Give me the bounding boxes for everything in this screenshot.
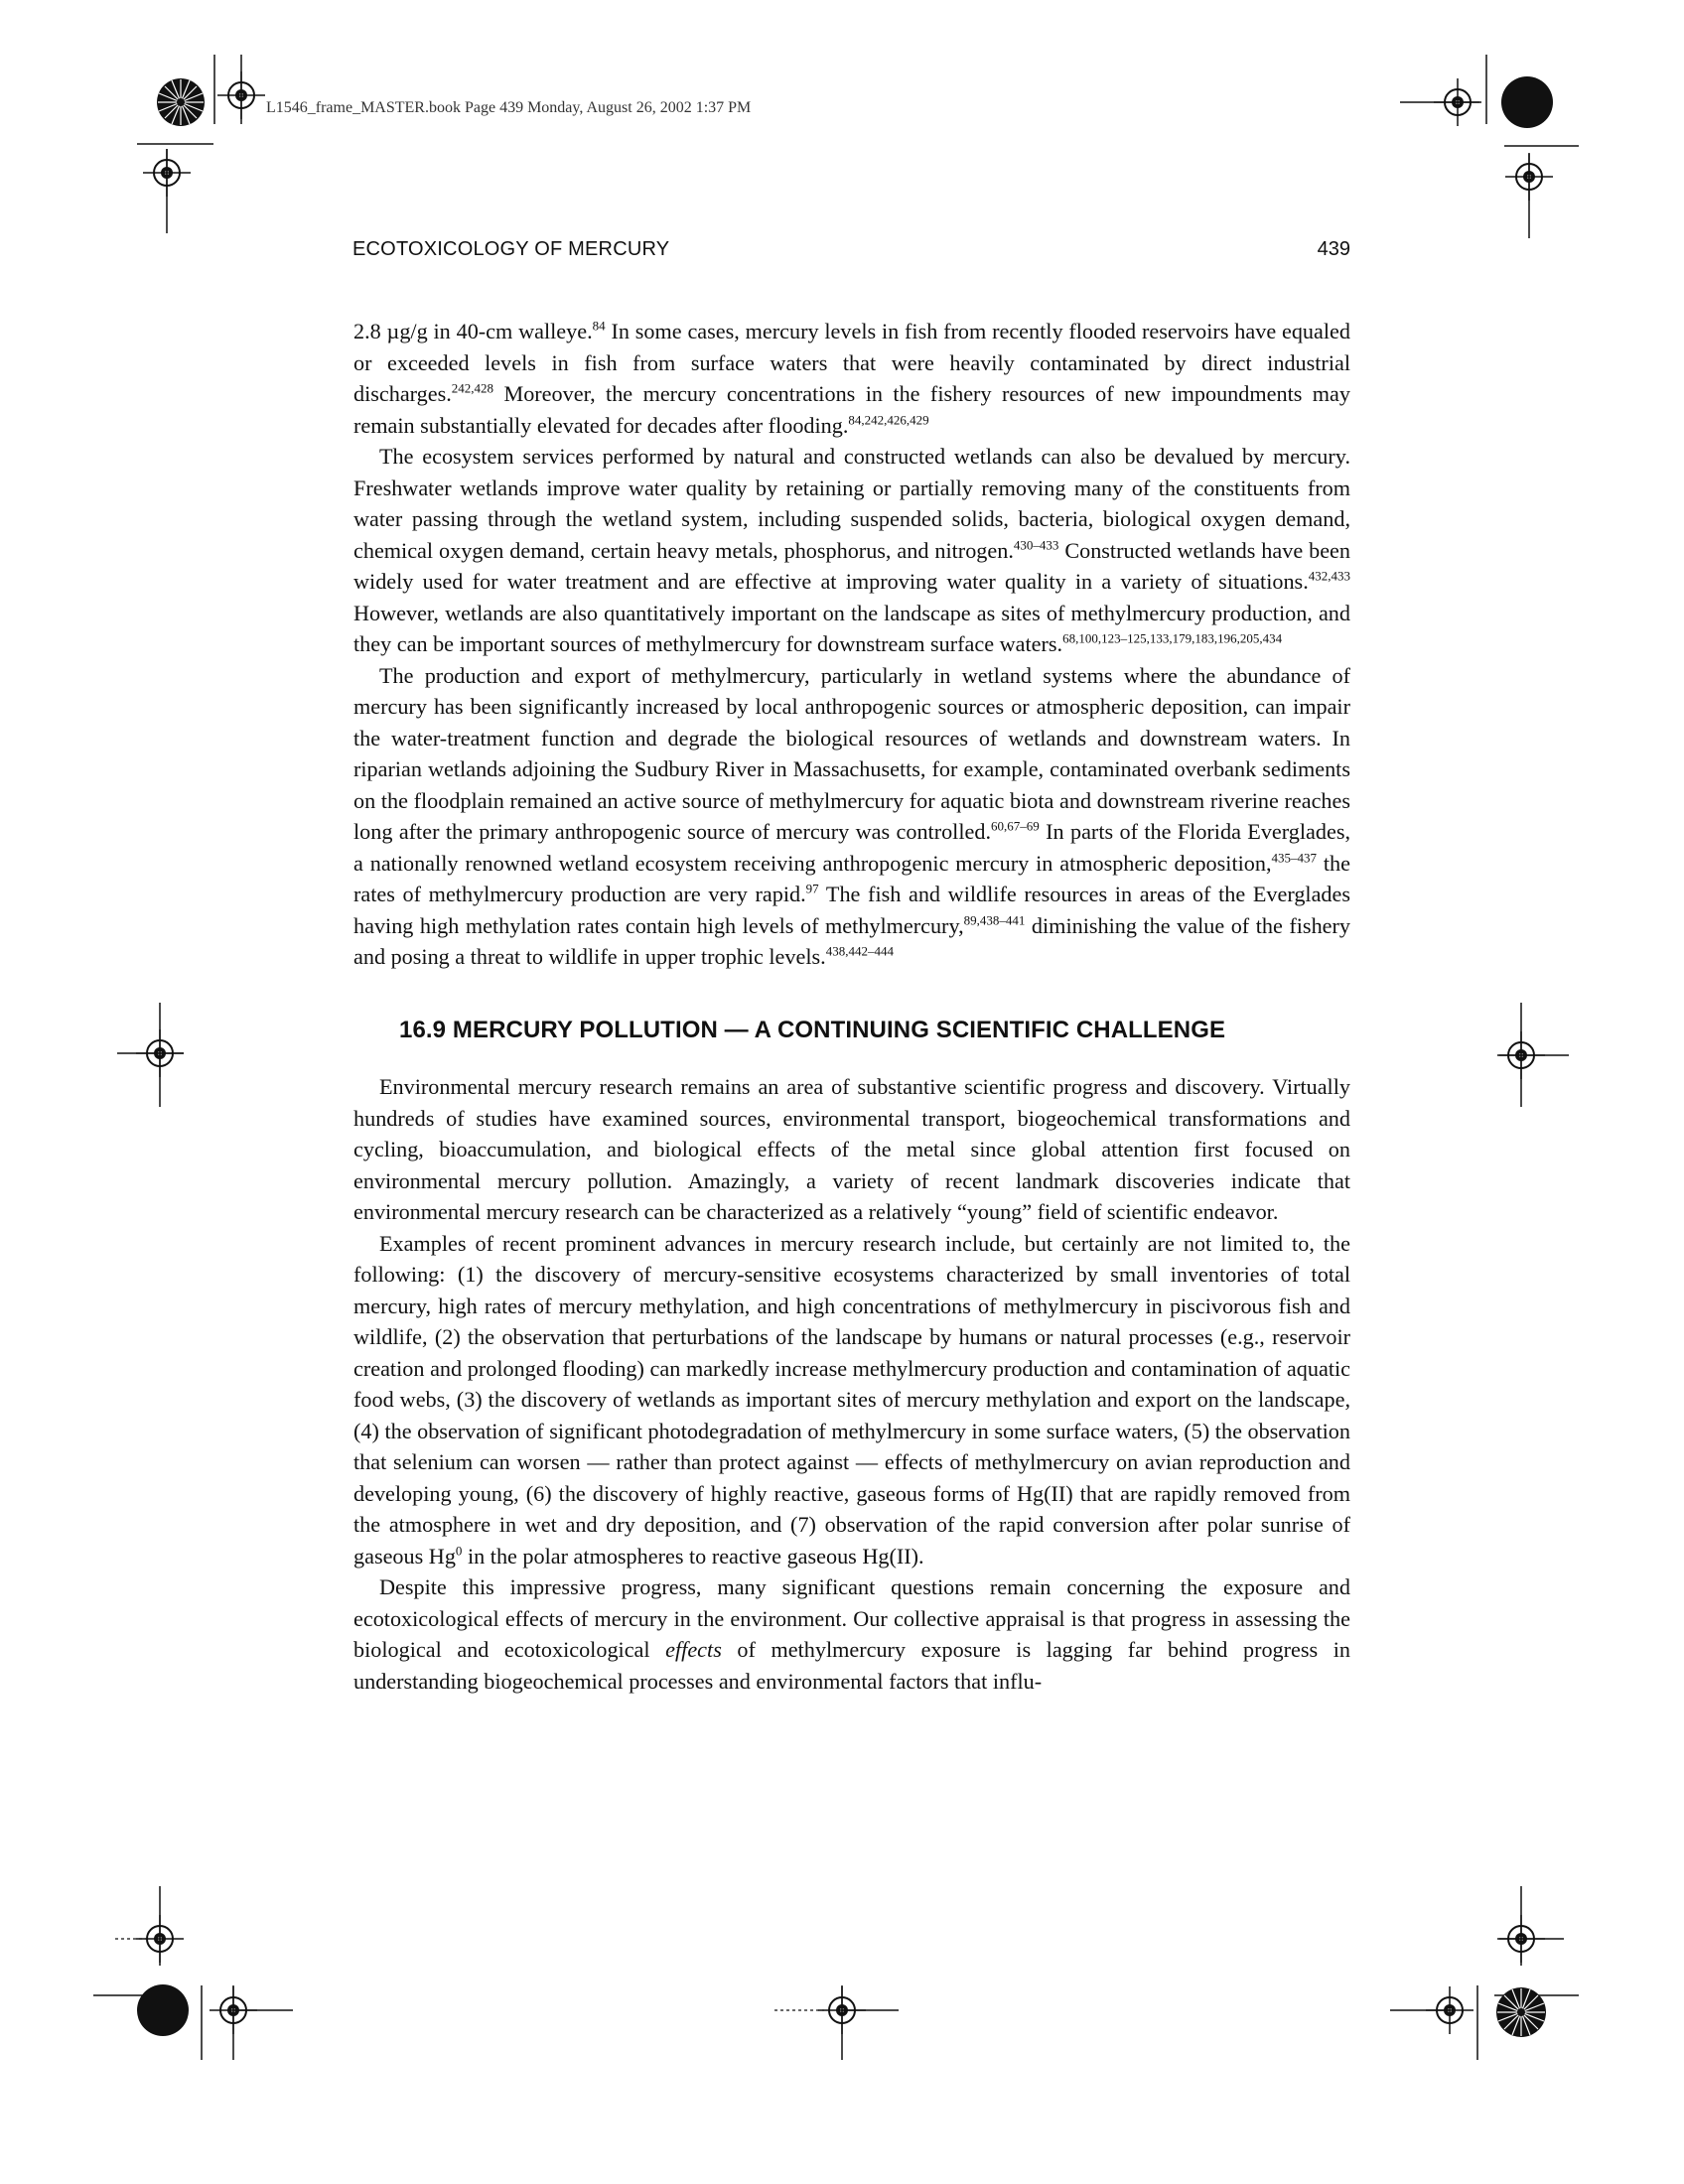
section-heading: 16.9 MERCURY POLLUTION — A CONTINUING SCIENTIFIC CHALLENGE (399, 1016, 1226, 1043)
starburst-target-icon (1496, 1987, 1546, 2037)
paragraph: 2.8 µg/g in 40-cm walleye.$^{84}$ In some cases, mercury levels in fish from recently flooded reservoirs have equaled or exceeded levels in fish from surface waters that were heavily contaminated by direct industrial discharges.$^{242,428}$ Moreover, the mercury concentrations in the fishery resources of new impoundments may remain substantially elevated for decades after flooding.$^{84,242,426,429}$ (353, 318, 1350, 438)
paragraph: Despite this impressive progress, many significant questions remain concerning the exposure and ecotoxicological effects of mercury in the environment. Our collective appraisal is that progress in assessing the biological and ecotoxicological effects of methylmercury exposure is lagging far behind progress in understanding biogeochemical processes and environmental factors that influ- (353, 1574, 1351, 1694)
paragraph: The ecosystem services performed by natural and constructed wetlands can also be devalued by mercury. Freshwater wetlands improve water quality by retaining or partially removing many of the constituents from water passing through the wetland system, including suspended solids, bacteria, biological oxygen demand, chemical oxygen demand, certain heavy metals, phosphorus, and nitrogen.$^{430-433}$ Constructed wetlands have been widely used for water treatment and are effective at improving water quality in a variety of situations.$^{432,433}$ However, wetlands are also quantitatively important on the landscape as sites of methylmercury production, and they can be important sources of methylmercury for downstream surface waters.$^{68,100,123-125,133,179,183,196,205,434}$ (353, 444, 1350, 656)
paragraph: Environmental mercury research remains an area of substantive scientific progress and discovery. Virtually hundreds of studies have examined sources, environmental transport, biogeochemical transformations and cycling, bioaccumulation, and biological effects of the metal since global attention first focused on environmental mercury pollution. Amazingly, a variety of recent landmark discoveries indicate that environmental mercury research can be characterized as a relatively “young” field of scientific endeavor. (353, 1074, 1350, 1224)
paragraph: Examples of recent prominent advances in mercury research include, but certainly are not limited to, the following: (1) the discovery of mercury-sensitive ecosystems characterized by small inventories of total mercury, high rates of mercury methylation, and high concentrations of methylmercury in piscivorous fish and wildlife, (2) the observation that perturbations of the landscape by humans or natural processes (e.g., reservoir creation and prolonged flooding) can markedly increase methylmercury production and contamination of aquatic food webs, (3) the discovery of wetlands as important sites of mercury methylation and export on the landscape, (4) the observation of significant photodegradation of methylmercury in some surface waters, (5) the observation that selenium can worsen — rather than protect against — effects of methylmercury on avian reproduction and developing young, (6) the discovery of highly reactive, gaseous forms of Hg(II) that are rapidly removed from the atmosphere in wet and dry deposition, and (7) observation of the rapid conversion after polar sunrise of gaseous Hg$^0$ in the polar atmospheres to reactive gaseous Hg(II). (353, 1230, 1350, 1569)
print-slug: L1546_frame_MASTER.book Page 439 Monday, August 26, 2002 1:37 PM (266, 99, 752, 116)
running-head: ECOTOXICOLOGY OF MERCURY (352, 238, 670, 260)
page-number: 439 (1317, 238, 1350, 260)
solid-dot-icon (137, 1984, 189, 2036)
starburst-target-icon (157, 78, 205, 126)
paragraph: The production and export of methylmercury, particularly in wetland systems where the abundance of mercury has been significantly increased by local anthropogenic sources or atmospheric deposition, can impair the water-treatment function and degrade the biological resources of wetlands and downstream waters. In riparian wetlands adjoining the Sudbury River in Massachusetts, for example, contaminated overbank sediments on the floodplain remained an active source of methylmercury for aquatic biota and downstream riverine reaches long after the primary anthropogenic source of mercury was controlled.$^{60,67-69}$ In parts of the Florida Everglades, a nationally renowned wetland ecosystem receiving anthropogenic mercury in atmospheric deposition,$^{435-437}$ the rates of methylmercury production are very rapid.$^{97}$ The fish and wildlife resources in areas of the Everglades having high methylation rates contain high levels of methylmercury,$^{89,438-441}$ diminishing the value of the fishery and posing a threat to wildlife in upper trophic levels.$^{438,442-444}$ (353, 662, 1351, 969)
body-text (353, 316, 1350, 1697)
solid-dot-icon (1501, 76, 1553, 128)
